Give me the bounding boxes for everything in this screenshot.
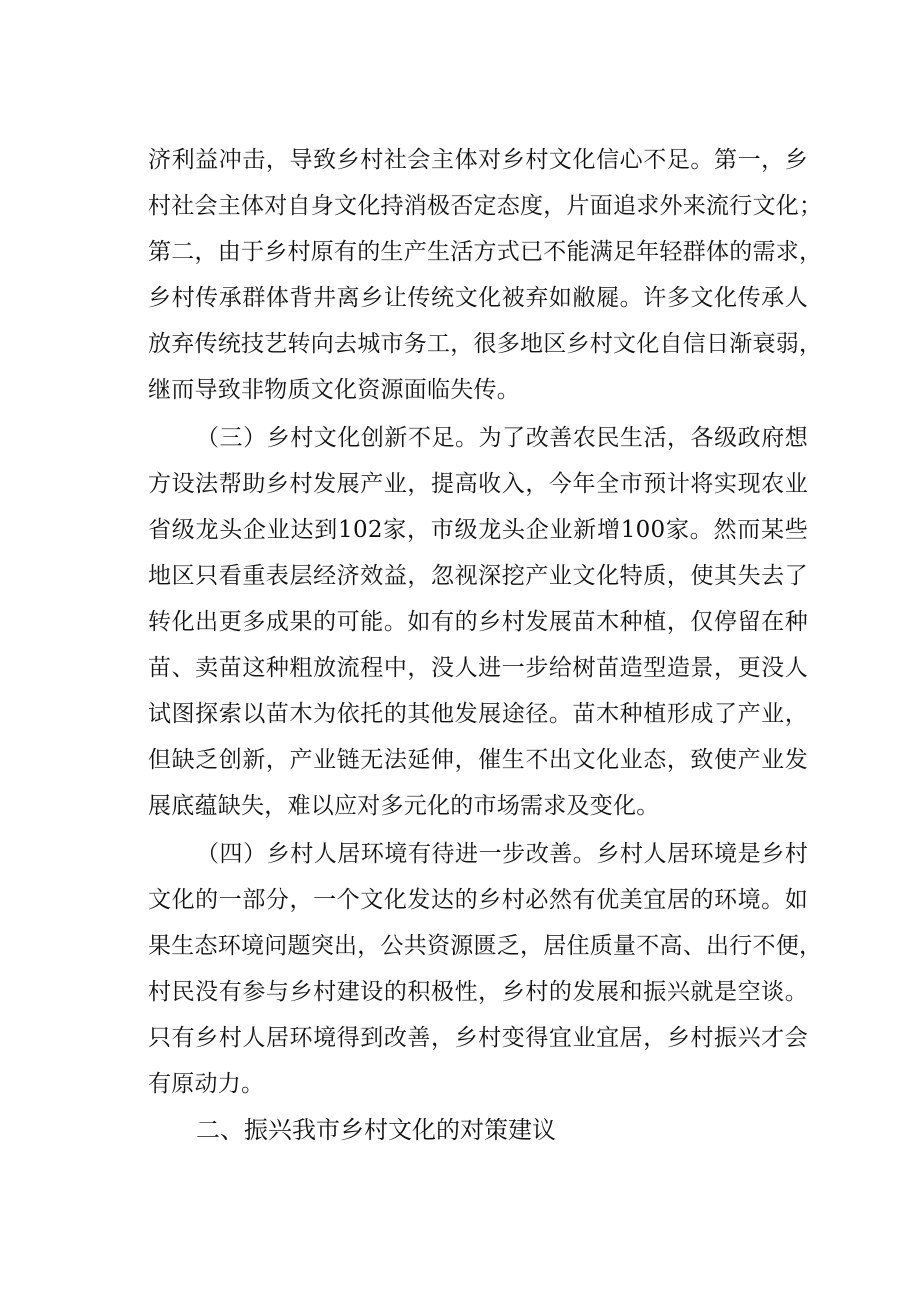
paragraph-2-line-1: （三）乡村文化创新不足。为了改善农民生活，各级政府想 (196, 425, 808, 451)
paragraph-3-line-1: （四）乡村人居环境有待进一步改善。乡村人居环境是乡村 (196, 841, 808, 867)
paragraph-3-line-3: 果生态环境问题突出，公共资源匮乏，居住质量不高、出行不便， (148, 933, 823, 959)
paragraph-2-line-2: 方设法帮助乡村发展产业，提高收入，今年全市预计将实现农业 (148, 471, 808, 497)
paragraph-2-line-3: 省级龙头企业达到102家，市级龙头企业新增100家。然而某些 (148, 517, 808, 543)
paragraph-3-line-4: 村民没有参与乡村建设的积极性，乡村的发展和振兴就是空谈。 (148, 979, 808, 1005)
section-heading: 二、振兴我市乡村文化的对策建议 (196, 1116, 556, 1144)
paragraph-3-line-2: 文化的一部分，一个文化发达的乡村必然有优美宜居的环境。如 (148, 887, 808, 913)
paragraph-1-line-3: 第二，由于乡村原有的生产生活方式已不能满足年轻群体的需求， (148, 239, 823, 265)
paragraph-3-line-5: 只有乡村人居环境得到改善，乡村变得宜业宜居，乡村振兴才会 (148, 1025, 808, 1051)
paragraph-2-line-4: 地区只看重表层经济效益，忽视深挖产业文化特质，使其失去了 (148, 563, 808, 589)
paragraph-3-line-6: 有原动力。 (148, 1071, 265, 1097)
paragraph-1-line-2: 村社会主体对自身文化持消极否定态度，片面追求外来流行文化； (148, 193, 823, 219)
paragraph-2-line-9: 展底蕴缺失，难以应对多元化的市场需求及变化。 (148, 793, 660, 819)
paragraph-1-line-6: 继而导致非物质文化资源面临失传。 (148, 377, 520, 403)
paragraph-2-line-6: 苗、卖苗这种粗放流程中，没人进一步给树苗造型造景，更没人 (148, 655, 808, 681)
paragraph-2-line-5: 转化出更多成果的可能。如有的乡村发展苗木种植，仅停留在种 (148, 609, 808, 635)
paragraph-1-line-5: 放弃传统技艺转向去城市务工，很多地区乡村文化自信日渐衰弱， (148, 331, 823, 357)
paragraph-2-line-8: 但缺乏创新，产业链无法延伸，催生不出文化业态，致使产业发 (148, 747, 808, 773)
paragraph-2-line-7: 试图探索以苗木为依托的其他发展途径。苗木种植形成了产业， (148, 701, 808, 727)
paragraph-1-line-4: 乡村传承群体背井离乡让传统文化被弃如敝屣。许多文化传承人 (148, 285, 808, 311)
paragraph-1-line-1: 济利益冲击，导致乡村社会主体对乡村文化信心不足。第一，乡 (148, 147, 808, 173)
